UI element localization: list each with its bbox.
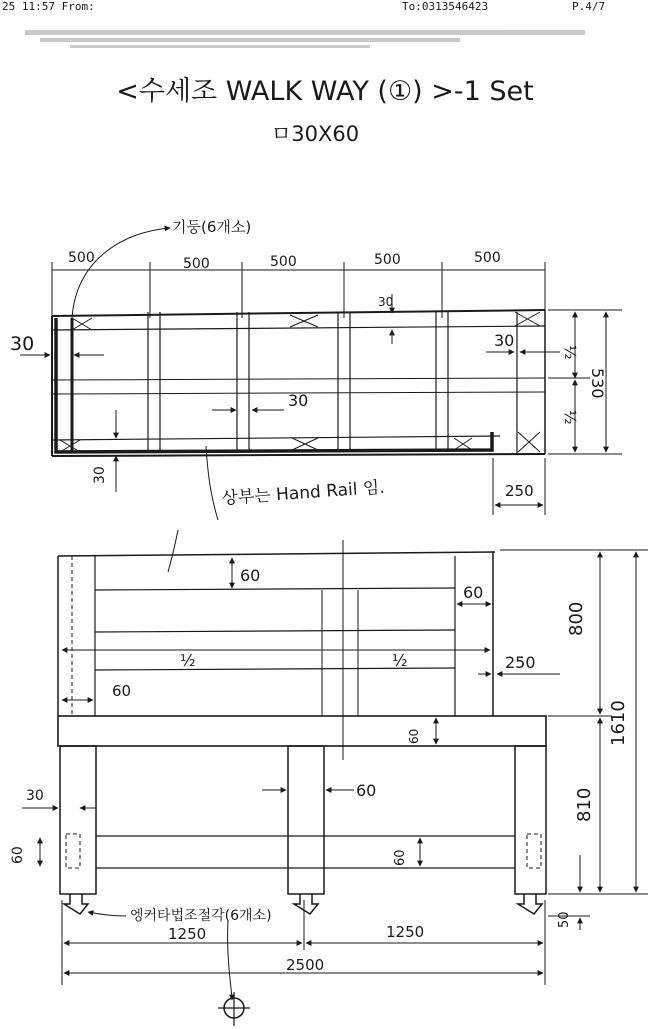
foot-note: 엥커타법조절각(6개소) — [130, 908, 272, 924]
elev-dim-half-left: ½ — [180, 651, 196, 670]
elev-dim-60-beam: 60 — [407, 728, 421, 744]
plan-dim-500-5: 500 — [474, 250, 501, 266]
elev-dim-60-post: 60 — [356, 781, 377, 800]
plan-dim-500-1: 500 — [68, 250, 95, 266]
plan-dim-500-4: 500 — [374, 252, 401, 268]
plan-dim-width: 530 — [588, 368, 607, 399]
plan-dim-500-2: 500 — [183, 256, 210, 272]
elev-dim-1250-a: 1250 — [168, 925, 207, 943]
elev-dim-60-lower: 60 — [10, 846, 26, 864]
elev-dim-50: 50 — [557, 911, 572, 928]
fax-time: 25 11:57 From: — [2, 0, 95, 13]
plan-dim-half-a: ½ — [561, 345, 579, 360]
elev-dim-60-right: 60 — [463, 583, 484, 602]
plan-view — [20, 228, 622, 520]
elev-dim-60-lower-right: 60 — [393, 849, 408, 866]
plan-dim-30-bottom: 30 — [92, 466, 108, 484]
drawing-subtitle: ㅁ30X60 — [270, 122, 360, 146]
elev-dim-2500: 2500 — [286, 956, 325, 974]
plan-dim-30-top: 30 — [378, 295, 394, 309]
plan-dim-end: 250 — [505, 482, 534, 500]
plan-dim-30-mid: 30 — [288, 391, 309, 410]
elevation-view — [22, 530, 648, 1026]
plan-dim-500-3: 500 — [270, 254, 297, 270]
elev-dim-1610: 1610 — [608, 700, 629, 746]
plan-dim-half-b: ½ — [561, 410, 579, 425]
elev-dim-250: 250 — [505, 653, 536, 672]
elev-dim-30-post: 30 — [26, 788, 44, 804]
plan-dim-30-left: 30 — [10, 333, 35, 355]
elev-dim-60-left: 60 — [112, 682, 132, 700]
elev-dim-1250-b: 1250 — [386, 923, 425, 941]
post-note: 기둥(6개소) — [172, 218, 252, 236]
fax-noise — [25, 30, 585, 48]
handrail-note: 상부는 Hand Rail 임. — [220, 477, 386, 509]
drawing-title: <수세조 WALK WAY (①) >-1 Set — [116, 76, 534, 107]
fax-to: To:0313546423 — [402, 0, 489, 13]
plan-dim-30-right: 30 — [494, 331, 515, 350]
elev-dim-810: 810 — [574, 787, 595, 822]
fax-page: P.4/7 — [572, 0, 606, 13]
elev-dim-half-right: ½ — [392, 651, 408, 670]
elev-dim-800: 800 — [566, 601, 587, 636]
elev-dim-60-top: 60 — [240, 566, 261, 585]
